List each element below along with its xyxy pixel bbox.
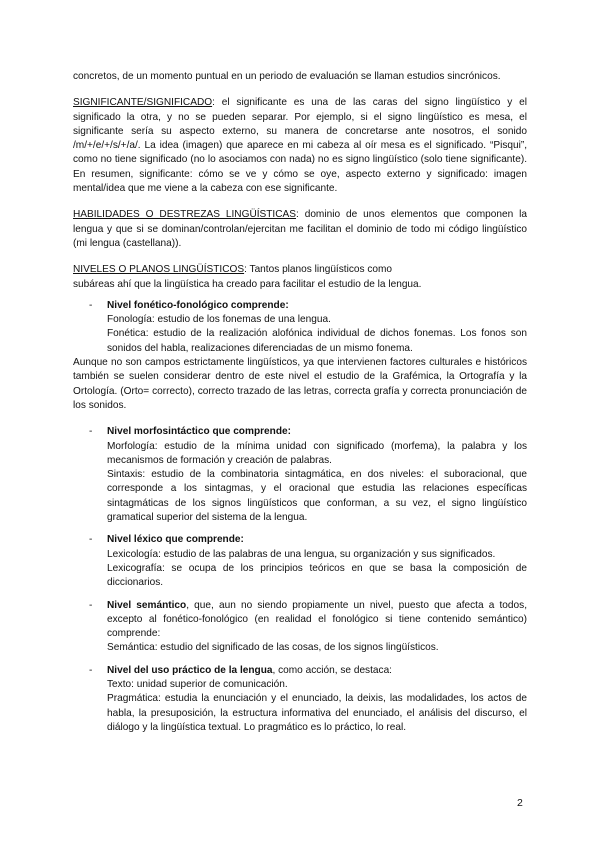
text-fonetica: Fonética: estudio de la realización alofónica individual de dichos fonemas. Los fonos son sonidos del habla, realizaciones diferenciadas de un mismo fonema. — [107, 328, 527, 354]
text-habilidades: : dominio de unos elementos que componen la lengua y que si se dominan/controlan/ejercitan me facilitan el dominio de todo mi código lingüístico (mi lengua (castellana)). — [73, 209, 527, 249]
paragraph-semantico — [107, 599, 527, 642]
bullet-dash: - — [89, 299, 93, 311]
text-lexicografia: Lexicografía: se ocupa de los principios teóricos en que se basa la composición de diccionarios. — [107, 562, 527, 589]
text-fonologia: Fonología: estudio de los fonemas de una lengua. — [107, 314, 331, 326]
bullet-dash: - — [89, 426, 93, 438]
document-page — [73, 70, 527, 735]
heading-uso: Nivel del uso práctico de la lengua — [107, 664, 273, 676]
list-item — [73, 533, 527, 590]
text-significante: : el significante es una de las caras del signo lingüístico y el significado la otra, y no se pueden separar. Por ejemplo, si el signo lingüístico es mesa, el significante sería su aspecto externo, su manera de concretarse ante nosotros, el sonido /m/+/e/+/s/+/a/. La idea (imagen) que aparece en mi cabeza al oír mesa es el significado. “Pisqui”, como no tiene significado (no lo asociamos con nada) no es signo lingüístico (solo tiene significante). En resumen, significante: cómo se ve y cómo se oye, aspecto externo y significado: imagen mental/idea que me viene a la cabeza con ese significante. — [73, 97, 527, 195]
list-item — [73, 299, 527, 356]
text-niveles-2: subáreas ahí que la lingüística ha creado para facilitar el estudio de la lengua. — [73, 278, 422, 290]
heading-morfosintactico: Nivel morfosintáctico que comprende: — [107, 426, 291, 438]
bullet-dash: - — [89, 664, 93, 676]
text-uso: , como acción, se destaca: — [272, 664, 392, 676]
text-niveles-1: : Tantos planos lingüísticos como — [244, 264, 393, 276]
page-number: 2 — [517, 797, 523, 809]
list-fonetico — [73, 299, 527, 356]
term-habilidades: HABILIDADES O DESTREZAS LINGÜÍSTICAS — [73, 209, 296, 221]
paragraph-significante — [73, 96, 527, 196]
heading-semantico: Nivel semántico — [107, 599, 187, 611]
text-pragmatica: Pragmática: estudia la enunciación y el enunciado, la deixis, las modalidades, los actos de habla, la presuposición, la estructura informativa del enunciado, el análisis del discurso, el diálogo y la lingüística textual. Lo pragmático es lo práctico, lo real. — [107, 693, 527, 733]
term-niveles: NIVELES O PLANOS LINGÜÍSTICOS — [73, 264, 245, 276]
term-significante: SIGNIFICANTE/SIGNIFICADO — [73, 97, 213, 109]
text-sintaxis: Sintaxis: estudio de la combinatoria sintagmática, en dos niveles: el suboracional, que corresponde a los sintagmas, y el oracional que estudia las relaciones específicas sintagmáticas de los signos lingüísticos que conforman, a su vez, el signo lingüístico gramatical superior del sistema de la lengua. — [107, 469, 527, 524]
text-lexicologia: Lexicología: estudio de las palabras de una lengua, su organización y sus significados. — [107, 548, 496, 560]
heading-fonetico: Nivel fonético-fonológico comprende: — [107, 299, 289, 311]
bullet-dash: - — [89, 534, 93, 546]
paragraph-sincronicos: concretos, de un momento puntual en un periodo de evaluación se llaman estudios sincrónicos. — [73, 71, 501, 82]
list-item — [73, 664, 527, 735]
text-texto: Texto: unidad superior de comunicación. — [107, 678, 288, 690]
list-item — [73, 599, 527, 656]
paragraph-uso — [107, 664, 527, 678]
text-semantica: Semántica: estudio del significado de las cosas, de los signos lingüísticos. — [107, 642, 439, 654]
heading-lexico: Nivel léxico que comprende: — [107, 534, 244, 546]
paragraph-aunque: Aunque no son campos estrictamente lingüísticos, ya que intervienen factores culturales e históricos también se suelen considerar dentro de este nivel el estudio de la Grafémica, la Ortografía y la Ortología. (Orto= correcto), correcto trazado de las letras, correcta grafía y correcta pronunciación de los sonidos. — [73, 357, 527, 411]
paragraph-habilidades — [73, 208, 527, 251]
text-semantico: , que, aun no siendo propiamente un nivel, puesto que afecta a todos, excepto al fonético-fonológico (en realidad el fonológico si tiene contenido semántico) comprende: — [107, 599, 528, 640]
list-levels — [73, 425, 527, 735]
paragraph-niveles — [73, 263, 527, 292]
bullet-dash: - — [89, 599, 93, 611]
text-morfologia: Morfología: estudio de la mínima unidad con significado (morfema), la palabra y los mecanismos de formación y creación de palabras. — [107, 440, 527, 466]
list-item — [73, 425, 527, 525]
